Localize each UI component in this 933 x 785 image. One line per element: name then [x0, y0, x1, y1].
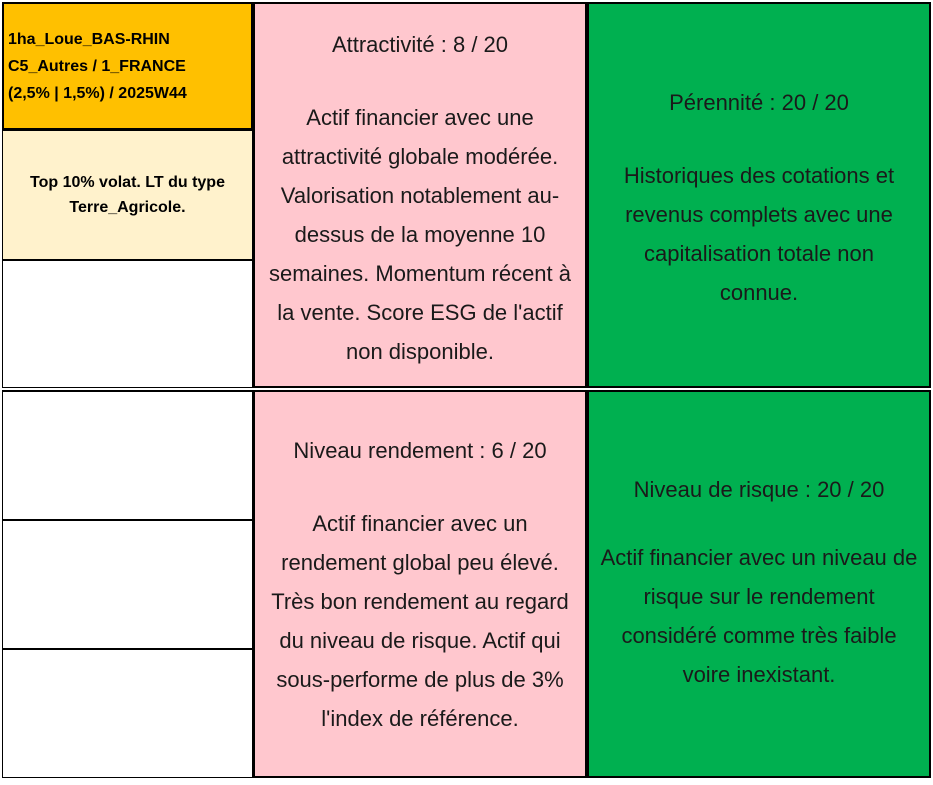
- rendement-line-3: Très bon rendement au regard: [271, 589, 569, 614]
- attractivite-line-6: la vente. Score ESG de l'actif: [277, 300, 563, 325]
- rendement-line-2: rendement global peu élevé.: [281, 550, 559, 575]
- risque-line-3: considéré comme très faible: [621, 623, 897, 648]
- risque-cell: [587, 390, 931, 778]
- risque-line-1: Actif financier avec un niveau de: [600, 545, 918, 570]
- attractivite-line-5: semaines. Momentum récent à: [268, 261, 572, 286]
- asset-description-line-1: Top 10% volat. LT du type: [30, 174, 225, 191]
- risque-line-4: voire inexistant.: [682, 662, 836, 687]
- attractivite-line-2: attractivité globale modérée.: [281, 144, 559, 169]
- asset-title-cell: [2, 2, 253, 130]
- empty-cell-4: [2, 649, 253, 778]
- perennite-cell: [587, 2, 931, 388]
- perennite-line-2: revenus complets avec une: [625, 202, 893, 227]
- risque-line-2: risque sur le rendement: [643, 584, 875, 609]
- risque-heading: Niveau de risque : 20 / 20: [633, 477, 885, 502]
- attractivite-line-1: Actif financier avec une: [306, 105, 534, 130]
- asset-description-cell: [2, 130, 253, 260]
- asset-title-line-3: (2,5% | 1,5%) / 2025W44: [8, 84, 187, 102]
- rendement-line-4: du niveau de risque. Actif qui: [279, 628, 561, 653]
- empty-cell-1: [2, 260, 253, 388]
- asset-description-line-2: Terre_Agricole.: [69, 199, 186, 216]
- perennite-line-4: connue.: [719, 280, 799, 305]
- asset-title-line-1: 1ha_Loue_BAS-RHIN: [8, 30, 170, 48]
- rendement-line-6: l'index de référence.: [321, 706, 519, 731]
- rendement-heading: Niveau rendement : 6 / 20: [293, 438, 547, 463]
- asset-title-line-2: C5_Autres / 1_FRANCE: [8, 57, 186, 75]
- empty-cell-2: [2, 390, 253, 520]
- empty-cell-3: [2, 520, 253, 649]
- rendement-line-5: sous-performe de plus de 3%: [276, 667, 564, 692]
- attractivite-line-3: Valorisation notablement au-: [280, 183, 560, 208]
- attractivite-heading: Attractivité : 8 / 20: [331, 32, 509, 57]
- perennite-heading: Pérennité : 20 / 20: [669, 90, 849, 115]
- perennite-line-3: capitalisation totale non: [644, 241, 874, 266]
- perennite-line-1: Historiques des cotations et: [623, 163, 895, 188]
- rendement-cell: [253, 390, 587, 778]
- rendement-line-1: Actif financier avec un: [312, 511, 528, 536]
- attractivite-line-7: non disponible.: [345, 339, 494, 364]
- attractivite-line-4: dessus de la moyenne 10: [294, 222, 546, 247]
- attractivite-cell: [253, 2, 587, 388]
